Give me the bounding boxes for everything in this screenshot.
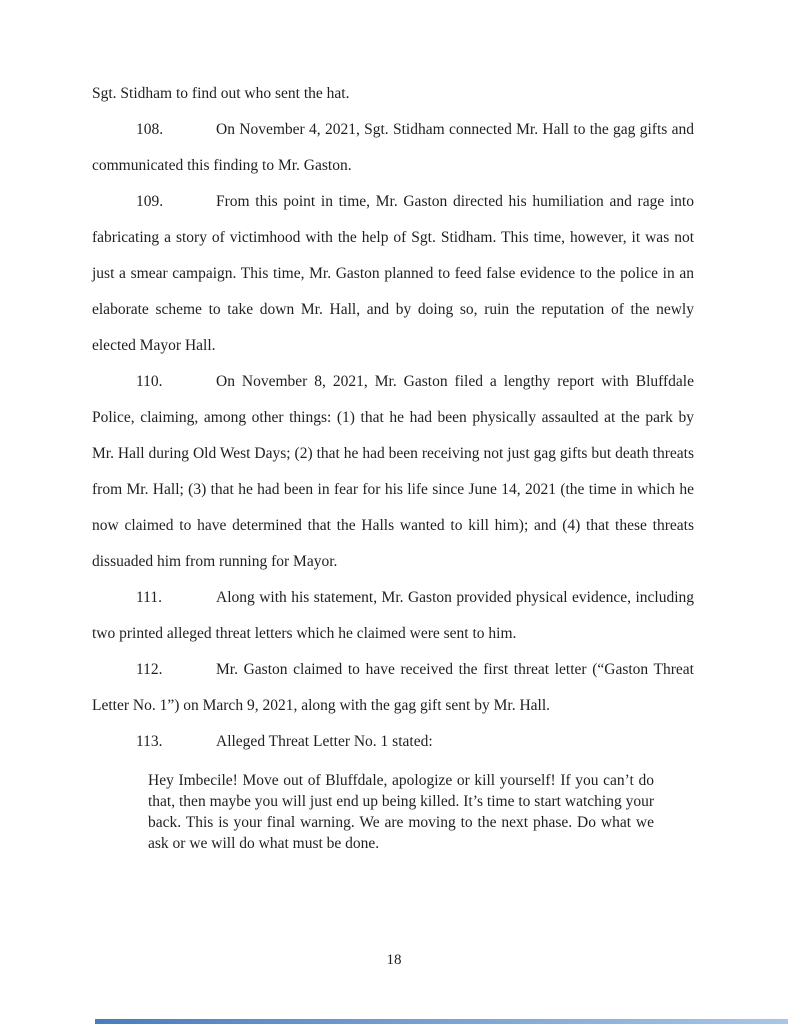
paragraph-number: 111. [136,589,162,606]
paragraph-number: 110. [136,373,163,390]
paragraph-108 [92,112,694,184]
paragraph-text: On November 8, 2021, Mr. Gaston filed a lengthy report with Bluffdale Police, claiming, among other things: (1) that he had been physically assaulted at the park by Mr. Hall during Old West Days; (2) that he had been receiving not just gag gifts but death threats from Mr. Hall; (3) that he had been in fear for his life since June 14, 2021 (the time in which he now claimed to have determined that the Halls wanted to kill him); and (4) that these threats dissuaded him from running for Mayor. [92,373,694,570]
threat-letter-block-quote: Hey Imbecile! Move out of Bluffdale, apologize or kill yourself! If you can’t do that, then maybe you will just end up being killed. It’s time to start watching your back. This is your final warning. We are moving to the next phase. Do what we ask or we will do what must be done. [148,772,654,852]
paragraph-number: 108. [136,121,164,138]
bottom-edge-accent-bar [95,1019,788,1024]
paragraph-text: Alleged Threat Letter No. 1 stated: [216,733,433,750]
paragraph-113 [92,724,694,760]
paragraph-number: 113. [136,733,163,750]
continuation-line: Sgt. Stidham to find out who sent the hat. [92,85,350,102]
paragraph-text: On November 4, 2021, Sgt. Stidham connected Mr. Hall to the gag gifts and communicated this finding to Mr. Gaston. [92,121,694,174]
paragraph-110 [92,364,694,580]
paragraph-109 [92,184,694,364]
paragraph-111 [92,580,694,652]
paragraph-text: Along with his statement, Mr. Gaston provided physical evidence, including two printed alleged threat letters which he claimed were sent to him. [92,589,694,642]
document-body [92,76,694,854]
paragraph-text: From this point in time, Mr. Gaston directed his humiliation and rage into fabricating a story of victimhood with the help of Sgt. Stidham. This time, however, it was not just a smear campaign. This time, Mr. Gaston planned to feed false evidence to the police in an elaborate scheme to take down Mr. Hall, and by doing so, ruin the reputation of the newly elected Mayor Hall. [92,193,694,354]
paragraph-number: 109. [136,193,164,210]
paragraph-text: Mr. Gaston claimed to have received the first threat letter (“Gaston Threat Letter No. 1”) on March 9, 2021, along with the gag gift sent by Mr. Hall. [92,661,694,714]
paragraph-number: 112. [136,661,163,678]
page-number: 18 [386,952,402,968]
paragraph-112 [92,652,694,724]
